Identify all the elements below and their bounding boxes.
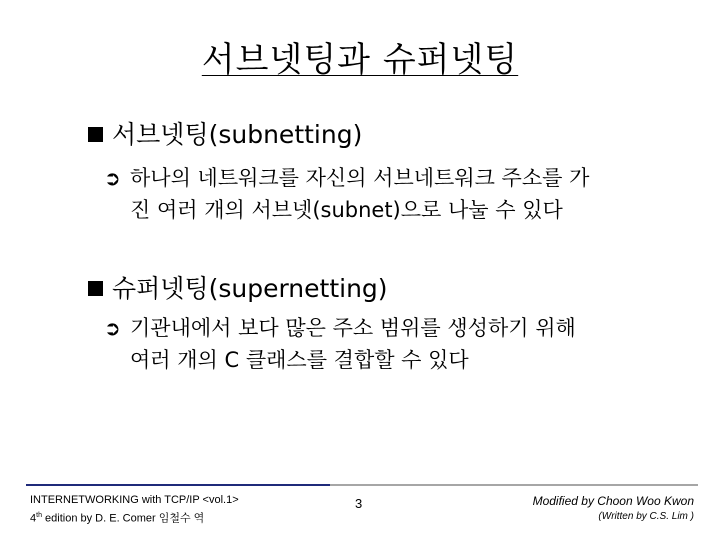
sub-bullet-line2: 여러 개의 C 클래스를 결합할 수 있다 (130, 348, 469, 372)
square-bullet-icon (88, 281, 103, 296)
arrow-bullet-icon: ➲ (104, 316, 121, 340)
sub-bullet-supernetting (104, 312, 684, 376)
bullet-heading: 슈퍼넷팅(supernetting) (112, 274, 388, 303)
sub-bullet-subnetting (104, 162, 684, 226)
arrow-bullet-icon: ➲ (104, 166, 121, 190)
footer-credits (533, 492, 694, 524)
square-bullet-icon (88, 127, 103, 142)
book-edition: 4th edition by D. E. Comer 임철수 역 (30, 512, 205, 525)
modified-by: Modified by Choon Woo Kwon (532, 494, 694, 508)
bullet-subnetting (88, 118, 362, 152)
sub-bullet-line2: 진 여러 개의 서브넷(subnet)으로 나눌 수 있다 (130, 198, 563, 222)
slide-title: 서브넷팅과 슈퍼넷팅 (201, 40, 519, 80)
sub-bullet-line1: 기관내에서 보다 많은 주소 범위를 생성하기 위해 (130, 316, 576, 340)
bullet-supernetting (88, 272, 388, 306)
book-title: INTERNETWORKING with TCP/IP <vol.1> (30, 494, 239, 506)
written-by: (Written by C.S. Lim ) (598, 511, 694, 522)
sub-bullet-line1: 하나의 네트워크를 자신의 서브네트워크 주소를 가 (130, 166, 590, 190)
footer-divider-light (330, 484, 698, 486)
page-number: 3 (355, 496, 363, 511)
footer-book-info (30, 492, 239, 527)
bullet-heading: 서브넷팅(subnetting) (112, 120, 363, 149)
